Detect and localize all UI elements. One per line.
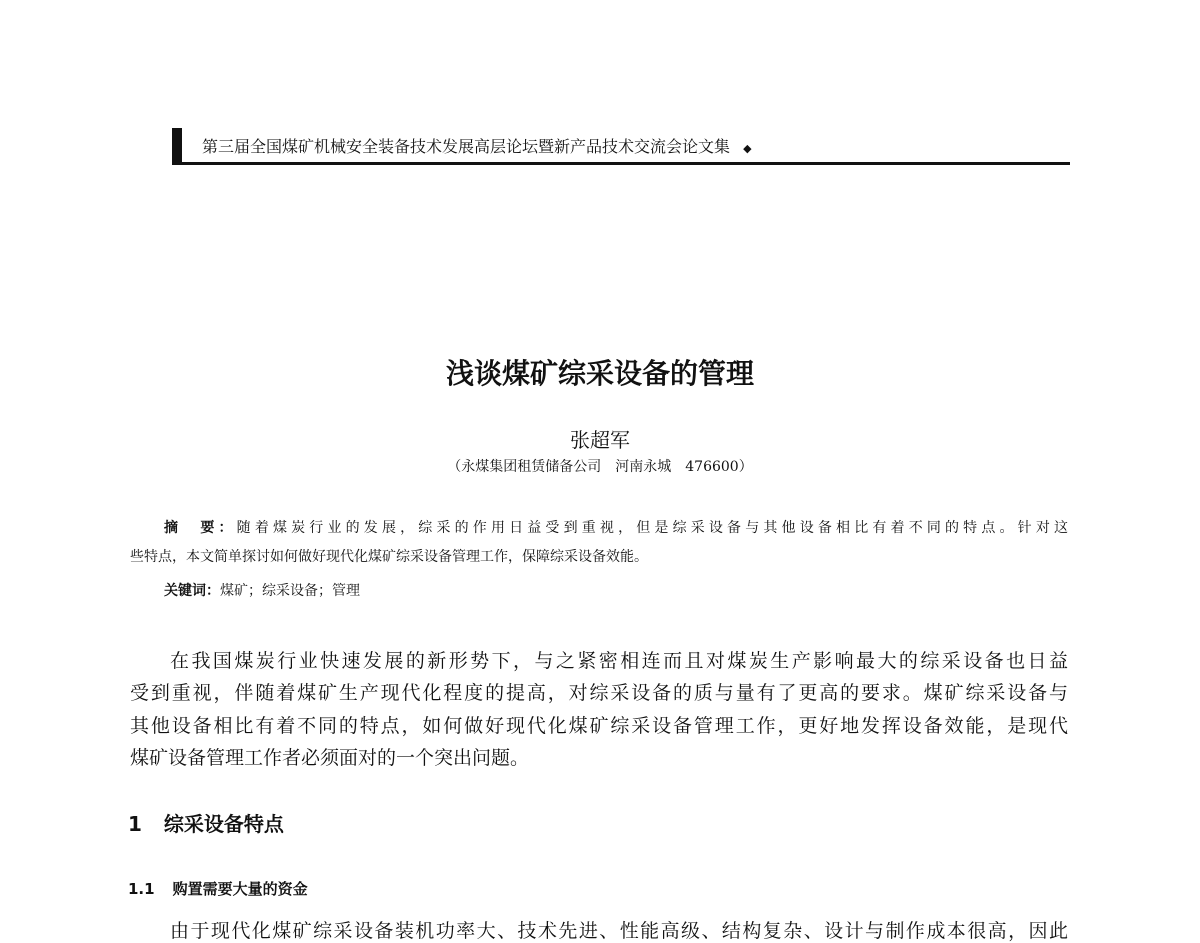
diamond-icon: ◆ (743, 142, 752, 155)
affiliation: （永煤集团租赁储备公司 河南永城 476600） (447, 459, 753, 475)
author: 张超军 (570, 428, 630, 452)
keywords-text: 煤矿；综采设备；管理 (220, 583, 360, 599)
abstract-line: 些特点，本文简单探讨如何做好现代化煤矿综采设备管理工作，保障综采设备效能。 (130, 549, 648, 565)
body-line: 煤矿设备管理工作者必须面对的一个突出问题。 (130, 747, 530, 769)
subsection-heading (128, 878, 308, 899)
body-line: 由于现代化煤矿综采设备装机功率大、技术先进、性能高级、结构复杂、设计与制作成本很高，因此 (170, 920, 1068, 942)
subsection-title: 购置需要大量的资金 (172, 880, 308, 898)
running-title: 第三届全国煤矿机械安全装备技术发展高层论坛暨新产品技术交流会论文集 (202, 137, 731, 156)
body-line: 受到重视，伴随着煤矿生产现代化程度的提高，对综采设备的质与量有了更高的要求。煤矿综采设备与 (130, 682, 1068, 704)
section-title: 综采设备特点 (163, 812, 284, 836)
body-line: 在我国煤炭行业快速发展的新形势下，与之紧密相连而且对煤炭生产影响最大的综采设备也日益 (170, 650, 1068, 672)
running-header (202, 134, 752, 157)
subsection-number: 1.1 (128, 880, 155, 898)
abstract-line (164, 517, 1068, 537)
keywords (164, 580, 360, 600)
header-bar-mark (172, 128, 182, 163)
header-rule (172, 162, 1070, 165)
article-title: 浅谈煤矿综采设备的管理 (445, 357, 754, 390)
section-heading (128, 808, 284, 837)
body-line: 其他设备相比有着不同的特点，如何做好现代化煤矿综采设备管理工作，更好地发挥设备效能，是现代 (130, 715, 1068, 737)
keywords-label: 关键词： (164, 583, 220, 599)
abstract-text: 随着煤炭行业的发展，综采的作用日益受到重视，但是综采设备与其他设备相比有着不同的特点。针对这 (236, 520, 1069, 536)
abstract-label: 摘 要： (164, 520, 237, 536)
section-number: 1 (128, 812, 142, 836)
